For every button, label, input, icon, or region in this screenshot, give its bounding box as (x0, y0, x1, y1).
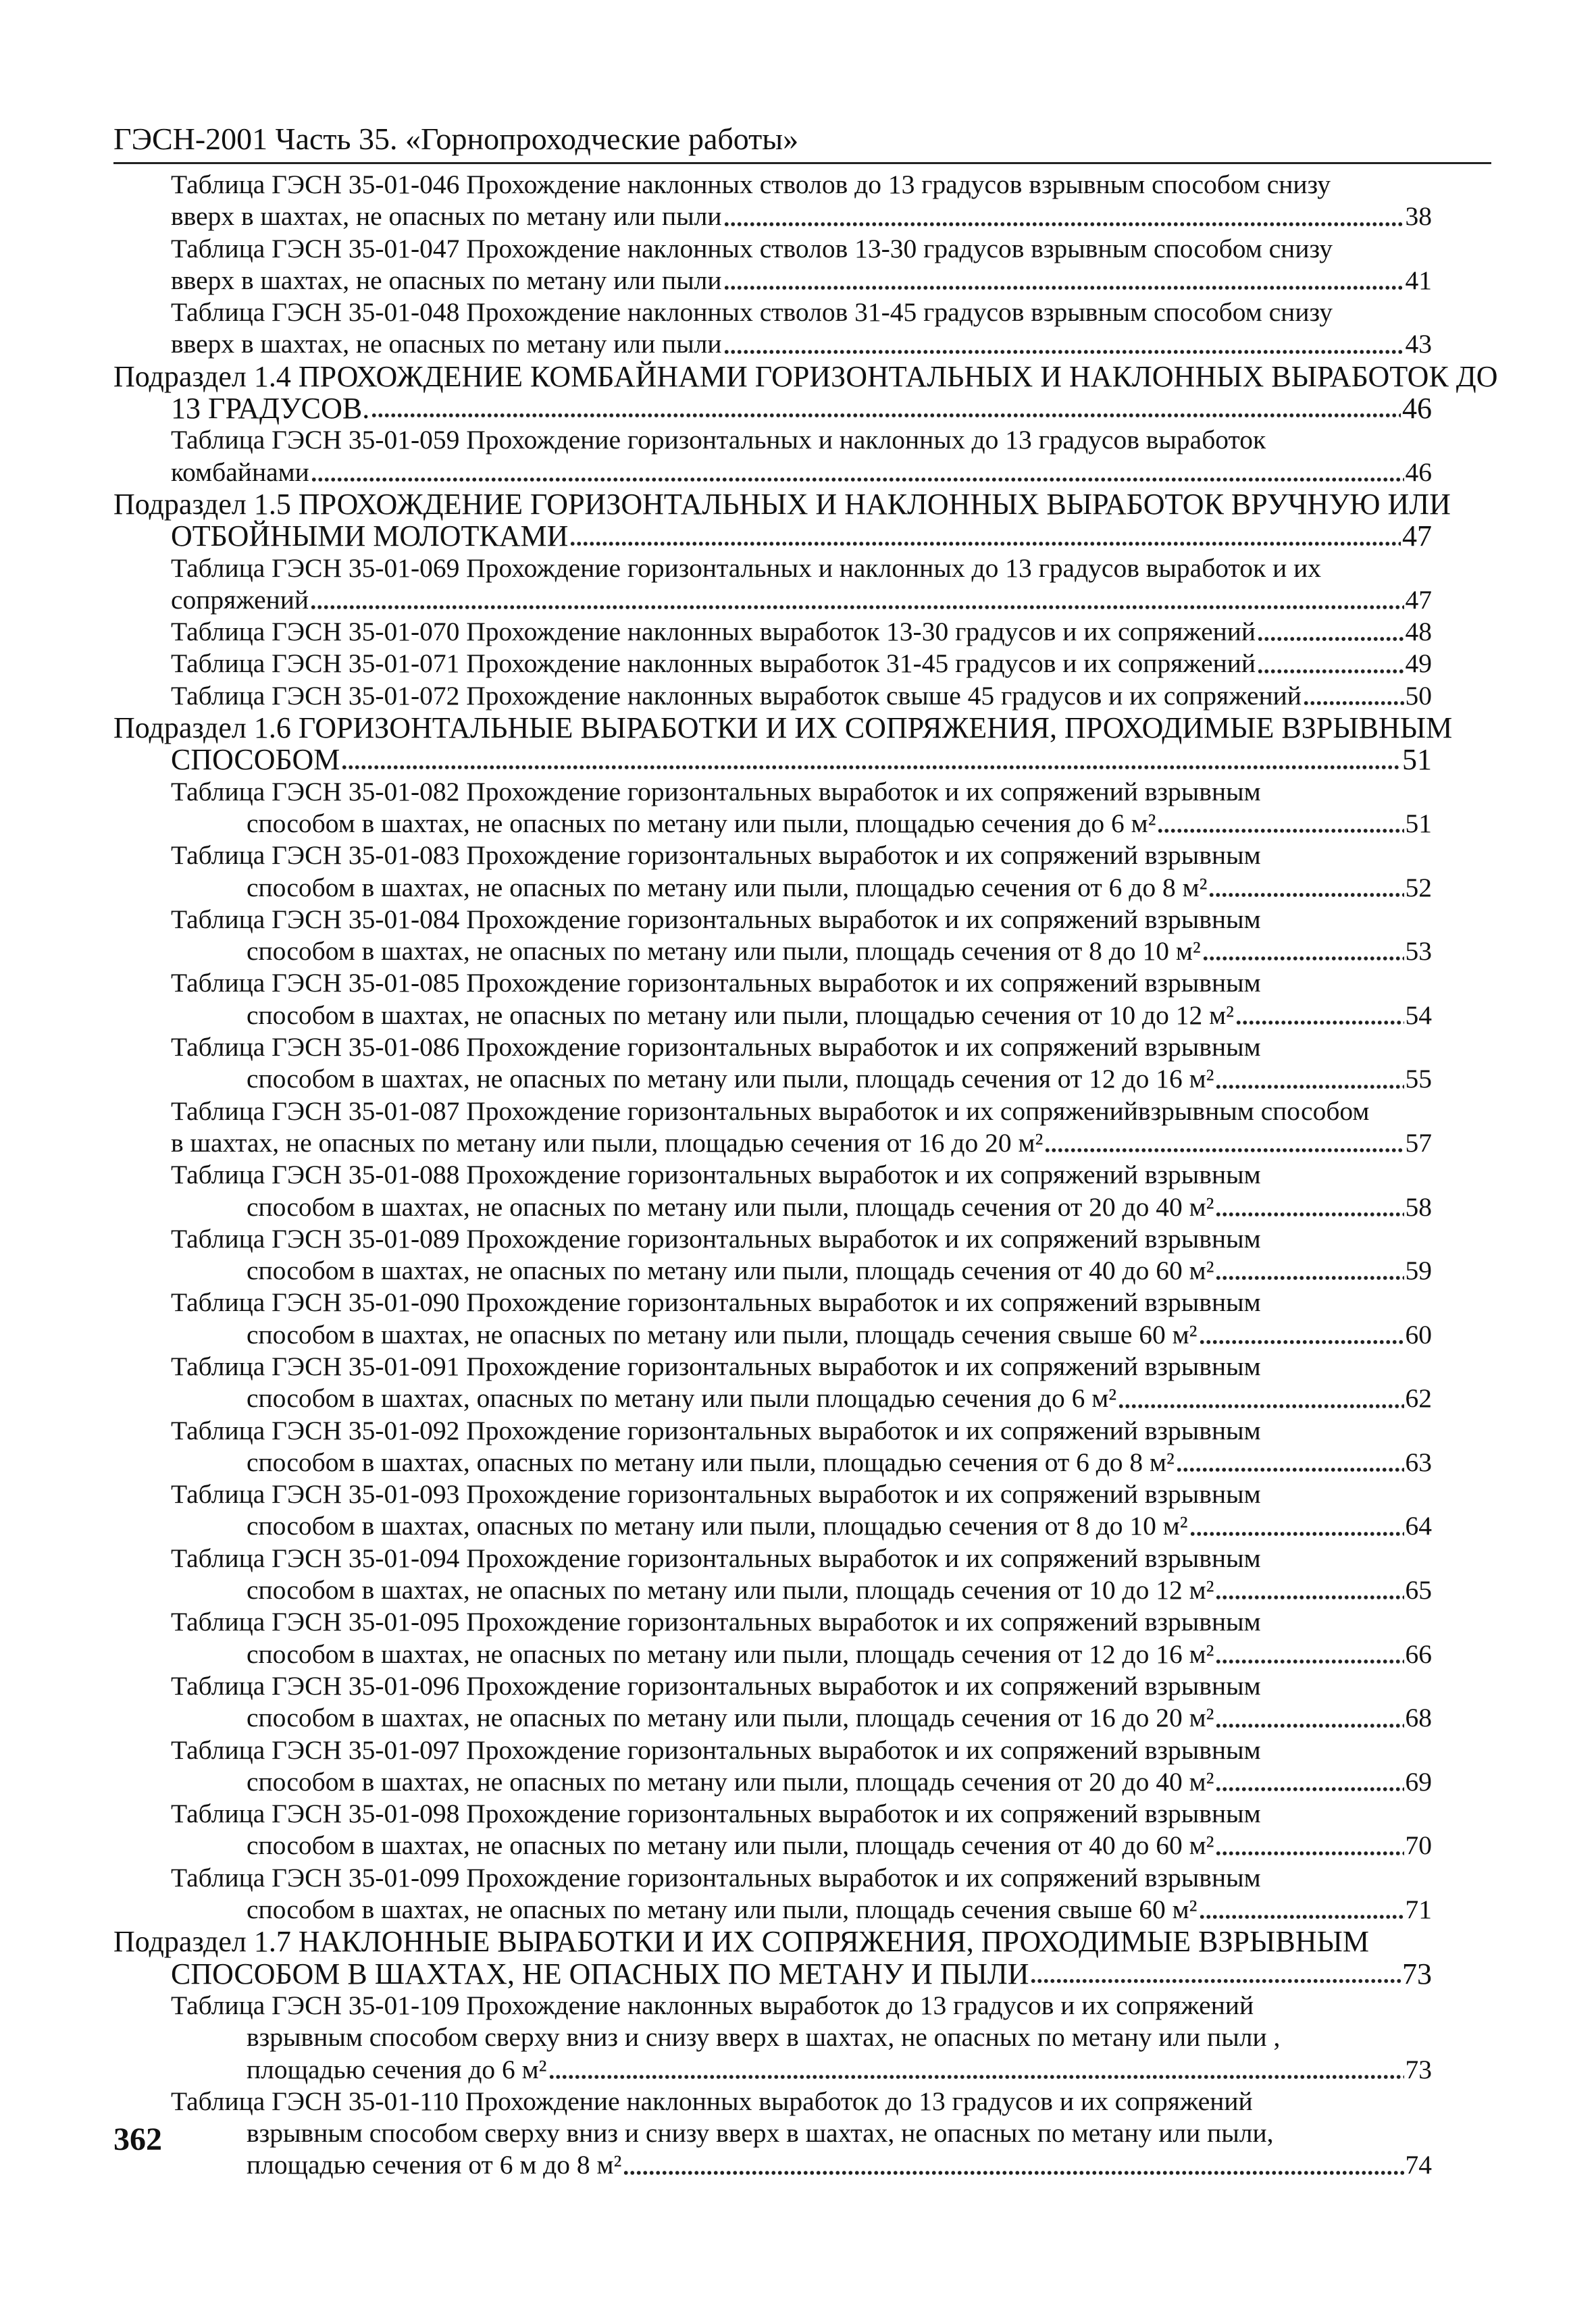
toc-entry-text: способом в шахтах, не опасных по метану или пыли, площадь сечения от 10 до 12 м² (247, 1575, 1214, 1605)
toc-entry-text: ОТБОЙНЫМИ МОЛОТКАМИ (171, 519, 569, 553)
toc-entry-text: Таблица ГЭСН 35-01-097 Прохождение горизонтальных выработок и их сопряжений взрывным (171, 1734, 1261, 1765)
toc-entry-text: Подраздел 1.5 ПРОХОЖДЕНИЕ ГОРИЗОНТАЛЬНЫХ И НАКЛОННЫХ ВЫРАБОТОК ВРУЧНУЮ ИЛИ (113, 487, 1451, 521)
toc-entry-text: Таблица ГЭСН 35-01-099 Прохождение горизонтальных выработок и их сопряжений взрывным (171, 1862, 1261, 1893)
toc-page-number: 63 (1405, 1447, 1432, 1477)
toc-entry-line (113, 1639, 1432, 1670)
toc-entry-line (113, 935, 1432, 967)
toc-table-entry (113, 1223, 1432, 1287)
dot-leader (1215, 1723, 1404, 1728)
dot-leader (1199, 1914, 1404, 1920)
toc-page-number: 60 (1405, 1319, 1432, 1349)
toc-subsection-entry (113, 487, 1451, 553)
dot-leader (1257, 669, 1404, 674)
toc-table-entry (113, 1287, 1432, 1351)
toc-entry-text: способом в шахтах, не опасных по метану или пыли, площадь сечения от 16 до 20 м² (247, 1703, 1214, 1733)
toc-entry-text: Подраздел 1.7 НАКЛОННЫЕ ВЫРАБОТКИ И ИХ СОПРЯЖЕНИЯ, ПРОХОДИМЫЕ ВЗРЫВНЫМ (113, 1925, 1369, 1959)
toc-entry-text: Таблица ГЭСН 35-01-084 Прохождение горизонтальных выработок и их сопряжений взрывным (171, 904, 1261, 934)
dot-leader (1215, 1212, 1404, 1217)
toc-entry-text: Таблица ГЭСН 35-01-098 Прохождение горизонтальных выработок и их сопряжений взрывным (171, 1799, 1261, 1829)
toc-entry-line (113, 1766, 1432, 1798)
toc-entry-text: Таблица ГЭСН 35-01-089 Прохождение горизонтальных выработок и их сопряжений взрывным (171, 1223, 1261, 1254)
toc-page-number: 57 (1405, 1127, 1432, 1158)
toc-table-entry (113, 552, 1432, 617)
toc-page-number: 51 (1402, 743, 1432, 777)
toc-entry-line (113, 584, 1432, 616)
toc-page-number: 71 (1405, 1895, 1432, 1925)
toc-entry-line (113, 967, 1432, 999)
toc-entry-text: 13 ГРАДУСОВ. (171, 392, 370, 426)
toc-entry-line (113, 392, 1432, 424)
dot-leader (723, 349, 1404, 355)
toc-entry-line (113, 1670, 1432, 1702)
dot-leader (1303, 700, 1404, 706)
toc-table-entry (113, 1670, 1432, 1734)
toc-entry-text: Таблица ГЭСН 35-01-071 Прохождение наклонных выработок 31-45 градусов и их сопряжений (171, 648, 1256, 679)
toc-entry-text: способом в шахтах, не опасных по метану или пыли, площадь сечения от 12 до 16 м² (247, 1064, 1214, 1094)
toc-table-entry (113, 2086, 1432, 2182)
dot-leader (341, 765, 1401, 770)
dot-leader (1215, 1595, 1404, 1600)
toc-table-entry (113, 233, 1432, 297)
toc-entry-line (113, 424, 1432, 456)
toc-entry-line (113, 1031, 1432, 1063)
dot-leader (371, 413, 1401, 418)
dot-leader (1044, 1148, 1404, 1153)
toc-entry-text: способом в шахтах, не опасных по метану или пыли, площадью сечения до 6 м² (247, 808, 1156, 838)
toc-table-entry (113, 1798, 1432, 1862)
toc-entry-text: Таблица ГЭСН 35-01-093 Прохождение горизонтальных выработок и их сопряжений взрывным (171, 1479, 1261, 1510)
toc-entry-text: Таблица ГЭСН 35-01-082 Прохождение горизонтальных выработок и их сопряжений взрывным (171, 776, 1261, 806)
toc-entry-line (113, 169, 1432, 201)
toc-entry-text: способом в шахтах, не опасных по метану или пыли, площадь сечения свыше 60 м² (247, 1319, 1198, 1349)
toc-table-entry (113, 1734, 1432, 1799)
toc-page-number: 73 (1405, 2054, 1432, 2084)
dot-leader (1030, 1978, 1401, 1984)
dot-leader (623, 2170, 1404, 2176)
toc-page-number: 38 (1405, 201, 1432, 232)
toc-entry-line (113, 1159, 1432, 1191)
toc-entry-line (113, 1574, 1432, 1606)
toc-entry-line (113, 1191, 1432, 1223)
toc-entry-text: вверх в шахтах, не опасных по метану или пыли (171, 329, 722, 359)
toc-page-number: 69 (1405, 1766, 1432, 1797)
toc-table-entry (113, 1862, 1432, 1926)
toc-entry-line (113, 1702, 1432, 1734)
toc-entry-line (113, 1894, 1432, 1926)
toc-entry-text: Таблица ГЭСН 35-01-088 Прохождение горизонтальных выработок и их сопряжений взрывным (171, 1160, 1261, 1190)
toc-entry-line (113, 1096, 1432, 1127)
toc-entry-line (113, 904, 1432, 935)
toc-entry-text: Таблица ГЭСН 35-01-091 Прохождение горизонтальных выработок и их сопряжений взрывным (171, 1351, 1261, 1381)
toc-entry-text: Таблица ГЭСН 35-01-086 Прохождение горизонтальных выработок и их сопряжений взрывным (171, 1032, 1261, 1062)
toc-table-entry (113, 1415, 1432, 1479)
toc-entry-line (113, 1223, 1432, 1255)
toc-page-number: 49 (1405, 648, 1432, 679)
toc-page-number: 53 (1405, 936, 1432, 967)
toc-entry-text: способом в шахтах, не опасных по метану или пыли, площадь сечения от 40 до 60 м² (247, 1256, 1214, 1286)
toc-entry-line (113, 328, 1432, 360)
toc-entry-line (113, 1479, 1432, 1510)
toc-entry-line (113, 680, 1432, 712)
toc-table-entry (113, 1543, 1432, 1607)
toc-entry-line (113, 233, 1432, 265)
toc-table-entry (113, 1351, 1432, 1415)
toc-entry-text: способом в шахтах, не опасных по метану или пыли, площадью сечения от 6 до 8 м² (247, 872, 1208, 902)
toc-entry-text: в шахтах, не опасных по метану или пыли, площадью сечения от 16 до 20 м² (171, 1127, 1044, 1158)
toc-table-entry (113, 648, 1432, 679)
toc-entry-text: Подраздел 1.6 ГОРИЗОНТАЛЬНЫЕ ВЫРАБОТКИ И ИХ СОПРЯЖЕНИЯ, ПРОХОДИМЫЕ ВЗРЫВНЫМ (113, 711, 1453, 745)
dot-leader (1118, 1404, 1404, 1409)
toc-entry-line (113, 1958, 1432, 1990)
toc-table-entry (113, 169, 1432, 233)
toc-page-number: 55 (1405, 1064, 1432, 1094)
dot-leader (723, 285, 1404, 290)
toc-entry-text: площадью сечения до 6 м² (247, 2054, 547, 2084)
toc-entry-text: Таблица ГЭСН 35-01-072 Прохождение наклонных выработок свыше 45 градусов и их сопряжений (171, 680, 1302, 711)
toc-entry-line (113, 1926, 1432, 1957)
toc-page-number: 48 (1405, 617, 1432, 647)
table-of-contents (113, 169, 1498, 2182)
toc-entry-text: взрывным способом сверху вниз и снизу вверх в шахтах, не опасных по метану или пыли , (247, 2022, 1281, 2053)
toc-table-entry (113, 424, 1432, 488)
toc-page-number: 73 (1402, 1957, 1432, 1990)
toc-entry-text: Таблица ГЭСН 35-01-059 Прохождение горизонтальных и наклонных до 13 градусов выработок (171, 425, 1266, 455)
toc-entry-line (113, 840, 1432, 871)
toc-table-entry (113, 1606, 1432, 1670)
toc-entry-line (113, 457, 1432, 488)
toc-entry-text: Таблица ГЭСН 35-01-070 Прохождение наклонных выработок 13-30 градусов и их сопряжений (171, 617, 1256, 647)
toc-entry-text: способом в шахтах, не опасных по метану или пыли, площадь сечения от 12 до 16 м² (247, 1639, 1214, 1669)
toc-entry-line (113, 1447, 1432, 1479)
toc-entry-line (113, 1606, 1432, 1638)
toc-entry-line (113, 2054, 1432, 2086)
toc-entry-line (113, 1734, 1432, 1766)
toc-entry-line (113, 359, 1498, 393)
toc-entry-text: способом в шахтах, не опасных по метану или пыли, площадь сечения от 8 до 10 м² (247, 936, 1201, 967)
toc-entry-line (113, 2117, 1432, 2149)
toc-entry-text: способом в шахтах, не опасных по метану или пыли, площадь сечения от 40 до 60 м² (247, 1830, 1214, 1861)
toc-entry-text: способом в шахтах, не опасных по метану или пыли, площадь сечения от 20 до 40 м² (247, 1766, 1214, 1797)
toc-page-number: 58 (1405, 1191, 1432, 1222)
toc-page-number: 66 (1405, 1639, 1432, 1669)
toc-entry-text: Таблица ГЭСН 35-01-109 Прохождение наклонных выработок до 13 градусов и их сопряжений (171, 1990, 1254, 2020)
toc-table-entry (113, 1096, 1432, 1160)
toc-entry-line (113, 487, 1451, 521)
dot-leader (1202, 956, 1404, 961)
running-header: ГЭСН-2001 Часть 35. «Горнопроходческие работы» (113, 120, 1491, 164)
toc-page-number: 74 (1405, 2150, 1432, 2180)
toc-entry-line (113, 1830, 1432, 1861)
toc-entry-line (113, 265, 1432, 297)
toc-entry-text: Таблица ГЭСН 35-01-047 Прохождение наклонных стволов 13-30 градусов взрывным способом снизу (171, 233, 1333, 263)
toc-entry-line (113, 1543, 1432, 1574)
toc-entry-text: Таблица ГЭСН 35-01-087 Прохождение горизонтальных выработок и их сопряженийвзрывным способом (171, 1096, 1370, 1126)
toc-entry-text: СПОСОБОМ (171, 743, 340, 777)
toc-page-number: 51 (1405, 808, 1432, 838)
toc-entry-line (113, 744, 1432, 775)
toc-page-number: 68 (1405, 1703, 1432, 1733)
toc-entry-line (113, 1990, 1432, 2022)
toc-entry-line (113, 776, 1432, 808)
toc-entry-text: Таблица ГЭСН 35-01-110 Прохождение наклонных выработок до 13 градусов и их сопряжений (171, 2086, 1253, 2116)
toc-page-number: 70 (1405, 1830, 1432, 1861)
toc-entry-text: способом в шахтах, опасных по метану или пыли площадью сечения до 6 м² (247, 1383, 1117, 1414)
toc-entry-line (113, 1255, 1432, 1287)
toc-page-number: 46 (1405, 457, 1432, 487)
dot-leader (1199, 1339, 1404, 1345)
toc-entry-line (113, 1862, 1432, 1894)
toc-entry-text: способом в шахтах, не опасных по метану или пыли, площадью сечения от 10 до 12 м² (247, 1000, 1234, 1030)
dot-leader (311, 477, 1404, 482)
toc-entry-text: Таблица ГЭСН 35-01-096 Прохождение горизонтальных выработок и их сопряжений взрывным (171, 1670, 1261, 1701)
toc-entry-line (113, 808, 1432, 840)
toc-page-number: 43 (1405, 329, 1432, 359)
toc-entry-line (113, 1287, 1432, 1318)
dot-leader (1215, 1786, 1404, 1792)
toc-page-number: 62 (1405, 1383, 1432, 1414)
toc-page-number: 59 (1405, 1256, 1432, 1286)
toc-entry-text: Таблица ГЭСН 35-01-069 Прохождение горизонтальных и наклонных до 13 градусов выработок и их (171, 552, 1321, 583)
toc-entry-text: способом в шахтах, не опасных по метану или пыли, площадь сечения от 20 до 40 м² (247, 1191, 1214, 1222)
toc-table-entry (113, 840, 1432, 904)
dot-leader (1215, 1851, 1404, 1856)
toc-page-number: 50 (1405, 680, 1432, 711)
toc-entry-text: Таблица ГЭСН 35-01-083 Прохождение горизонтальных выработок и их сопряжений взрывным (171, 840, 1261, 871)
toc-entry-line (113, 297, 1432, 328)
toc-entry-line (113, 2086, 1432, 2117)
toc-page-number: 52 (1405, 872, 1432, 902)
toc-page-number: 41 (1405, 265, 1432, 295)
toc-entry-line (113, 520, 1432, 552)
toc-entry-text: Таблица ГЭСН 35-01-094 Прохождение горизонтальных выработок и их сопряжений взрывным (171, 1543, 1261, 1573)
toc-entry-text: комбайнами (171, 457, 309, 487)
toc-entry-line (113, 2022, 1432, 2053)
toc-subsection-entry (113, 1926, 1432, 1990)
dot-leader (310, 605, 1404, 610)
toc-entry-text: площадью сечения от 6 м до 8 м² (247, 2150, 622, 2180)
toc-entry-text: Таблица ГЭСН 35-01-090 Прохождение горизонтальных выработок и их сопряжений взрывным (171, 1287, 1261, 1318)
toc-entry-line (113, 1351, 1432, 1383)
toc-page-number: 65 (1405, 1575, 1432, 1605)
toc-subsection-entry (113, 359, 1498, 426)
toc-page-number: 47 (1405, 584, 1432, 615)
toc-entry-text: Таблица ГЭСН 35-01-048 Прохождение наклонных стволов 31-45 градусов взрывным способом снизу (171, 297, 1333, 328)
toc-entry-line (113, 1383, 1432, 1414)
toc-entry-text: сопряжений (171, 584, 309, 615)
toc-subsection-entry (113, 711, 1453, 777)
dot-leader (723, 222, 1404, 227)
toc-table-entry (113, 616, 1432, 648)
toc-entry-text: Таблица ГЭСН 35-01-085 Прохождение горизонтальных выработок и их сопряжений взрывным (171, 968, 1261, 998)
dot-leader (1257, 636, 1404, 642)
toc-table-entry (113, 967, 1432, 1031)
toc-table-entry (113, 1990, 1432, 2086)
toc-page-number: 64 (1405, 1511, 1432, 1541)
toc-entry-text: способом в шахтах, опасных по метану или пыли, площадью сечения от 6 до 8 м² (247, 1447, 1175, 1477)
toc-entry-line (113, 1063, 1432, 1095)
dot-leader (569, 541, 1401, 546)
toc-entry-line (113, 648, 1432, 679)
dot-leader (1215, 1084, 1404, 1089)
toc-entry-line (113, 552, 1432, 584)
toc-entry-line (113, 711, 1453, 745)
toc-entry-line (113, 616, 1432, 648)
toc-entry-text: способом в шахтах, не опасных по метану или пыли, площадь сечения свыше 60 м² (247, 1895, 1198, 1925)
page-number: 362 (113, 2122, 162, 2157)
toc-entry-line (113, 1127, 1432, 1159)
toc-entry-line (113, 2149, 1432, 2181)
toc-entry-line (113, 1000, 1432, 1031)
toc-table-entry (113, 1159, 1432, 1223)
toc-page-number: 46 (1402, 392, 1432, 426)
toc-entry-text: вверх в шахтах, не опасных по метану или пыли (171, 201, 722, 232)
toc-entry-line (113, 1415, 1432, 1447)
toc-entry-line (113, 201, 1432, 232)
toc-entry-text: взрывным способом сверху вниз и снизу вверх в шахтах, не опасных по метану или пыли, (247, 2118, 1274, 2149)
toc-entry-text: Таблица ГЭСН 35-01-046 Прохождение наклонных стволов до 13 градусов взрывным способом снизу (171, 170, 1331, 199)
toc-entry-text: вверх в шахтах, не опасных по метану или пыли (171, 265, 722, 295)
toc-entry-line (113, 1798, 1432, 1830)
toc-table-entry (113, 1031, 1432, 1096)
dot-leader (1215, 1275, 1404, 1281)
dot-leader (1215, 1659, 1404, 1664)
dot-leader (1157, 828, 1404, 833)
toc-table-entry (113, 904, 1432, 968)
toc-entry-line (113, 1510, 1432, 1542)
dot-leader (1176, 1467, 1404, 1472)
toc-page-number: 54 (1405, 1000, 1432, 1030)
toc-entry-line (113, 872, 1432, 904)
toc-table-entry (113, 680, 1432, 712)
toc-entry-line (113, 1319, 1432, 1351)
toc-page-number: 47 (1402, 519, 1432, 553)
toc-entry-text: Таблица ГЭСН 35-01-092 Прохождение горизонтальных выработок и их сопряжений взрывным (171, 1415, 1261, 1445)
dot-leader (1208, 892, 1404, 898)
toc-entry-text: Подраздел 1.4 ПРОХОЖДЕНИЕ КОМБАЙНАМИ ГОРИЗОНТАЛЬНЫХ И НАКЛОННЫХ ВЫРАБОТОК ДО (113, 359, 1498, 393)
toc-table-entry (113, 1479, 1432, 1543)
toc-entry-text: Таблица ГЭСН 35-01-095 Прохождение горизонтальных выработок и их сопряжений взрывным (171, 1607, 1261, 1637)
toc-entry-text: СПОСОБОМ В ШАХТАХ, НЕ ОПАСНЫХ ПО МЕТАНУ И ПЫЛИ (171, 1957, 1029, 1990)
dot-leader (548, 2074, 1404, 2080)
toc-table-entry (113, 776, 1432, 840)
dot-leader (1189, 1531, 1404, 1537)
toc-table-entry (113, 297, 1432, 361)
toc-entry-text: способом в шахтах, опасных по метану или пыли, площадью сечения от 8 до 10 м² (247, 1511, 1188, 1541)
dot-leader (1235, 1020, 1404, 1025)
